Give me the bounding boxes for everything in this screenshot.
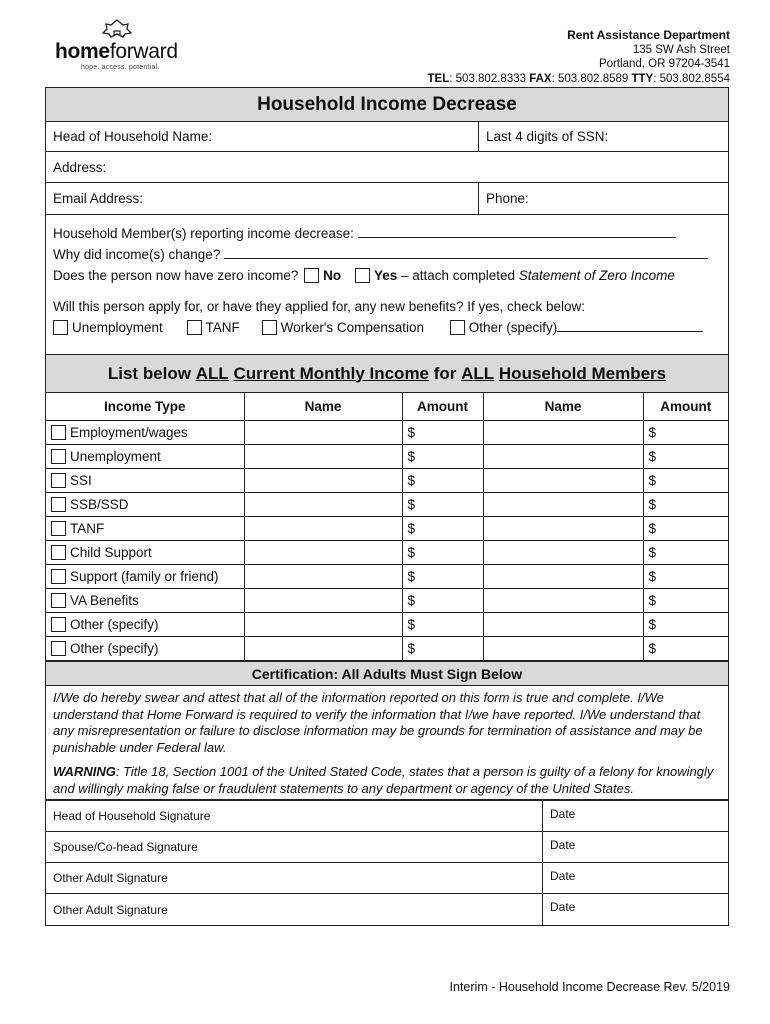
signature-label: Head of Household Signature bbox=[53, 809, 211, 823]
income-type-label: SSI bbox=[70, 473, 92, 488]
agency-address bbox=[428, 28, 730, 86]
col-income-type: Income Type bbox=[46, 393, 244, 421]
fax-number: : 503.802.8589 bbox=[551, 72, 632, 85]
zero-income-question: Does the person now have zero income? bbox=[53, 268, 299, 283]
name-cell-1[interactable] bbox=[244, 637, 402, 661]
name-cell-1[interactable] bbox=[244, 589, 402, 613]
name-cell-2[interactable] bbox=[483, 421, 643, 445]
logo-brand-bold: home bbox=[55, 40, 110, 63]
signature-field[interactable] bbox=[46, 832, 543, 862]
dollar-sign: $ bbox=[648, 569, 657, 584]
income-row bbox=[46, 541, 728, 565]
income-type-label: Support (family or friend) bbox=[70, 569, 219, 584]
name-cell-2[interactable] bbox=[483, 637, 643, 661]
dollar-sign: $ bbox=[407, 521, 416, 536]
income-title-cmi: Current Monthly Income bbox=[233, 363, 430, 383]
income-type-label: Unemployment bbox=[70, 449, 161, 464]
house-flower-icon bbox=[101, 18, 133, 38]
income-decrease-form bbox=[45, 87, 729, 926]
certification-statement: I/We do hereby swear and attest that all of the information reported on this form is true and complete. I/We understand that Home Forward is required to verify the information that I/we have reported. I/We understand that any misrepresentation or failure to disclose information may be grounds for termination of assistance and may be punishable under Federal law. bbox=[53, 690, 703, 755]
dollar-sign: $ bbox=[648, 617, 657, 632]
amount-cell-2[interactable] bbox=[643, 541, 728, 565]
income-type-cell[interactable] bbox=[46, 541, 244, 565]
income-type-checkbox[interactable] bbox=[51, 425, 66, 440]
amount-cell-2[interactable] bbox=[643, 445, 728, 469]
income-type-label: SSB/SSD bbox=[70, 497, 129, 512]
amount-cell-1[interactable] bbox=[402, 613, 483, 637]
other-benefit-checkbox[interactable] bbox=[450, 320, 465, 335]
amount-cell-2[interactable] bbox=[643, 493, 728, 517]
amount-cell-2[interactable] bbox=[643, 517, 728, 541]
col-amount-1: Amount bbox=[402, 393, 483, 421]
member-reporting-input[interactable] bbox=[358, 225, 676, 238]
amount-cell-2[interactable] bbox=[643, 469, 728, 493]
income-type-checkbox[interactable] bbox=[51, 473, 66, 488]
dollar-sign: $ bbox=[648, 545, 657, 560]
ssn-label: Last 4 digits of SSN: bbox=[486, 129, 609, 144]
income-type-cell[interactable] bbox=[46, 565, 244, 589]
income-type-cell[interactable] bbox=[46, 637, 244, 661]
name-cell-1[interactable] bbox=[244, 565, 402, 589]
amount-cell-1[interactable] bbox=[402, 541, 483, 565]
income-type-label: VA Benefits bbox=[70, 593, 139, 608]
date-label: Date bbox=[550, 869, 576, 883]
income-title-members: Household Members bbox=[498, 363, 667, 383]
no-label: No bbox=[323, 268, 342, 283]
tel-number: : 503.802.8333 bbox=[449, 72, 530, 85]
logo-tagline: hope. access. potential. bbox=[81, 64, 160, 71]
amount-cell-2[interactable] bbox=[643, 565, 728, 589]
dollar-sign: $ bbox=[407, 425, 416, 440]
date-label: Date bbox=[550, 838, 576, 852]
name-cell-2[interactable] bbox=[483, 589, 643, 613]
income-row bbox=[46, 517, 728, 541]
yes-suffix: – attach completed bbox=[397, 268, 519, 283]
col-amount-2: Amount bbox=[643, 393, 728, 421]
benefit-tanf: TANF bbox=[205, 320, 240, 335]
income-type-label: Employment/wages bbox=[70, 425, 188, 440]
form-title: Household Income Decrease bbox=[46, 88, 728, 122]
dollar-sign: $ bbox=[407, 569, 416, 584]
logo-brand-light: forward bbox=[109, 40, 178, 63]
email-field[interactable] bbox=[46, 183, 479, 214]
income-type-cell[interactable] bbox=[46, 493, 244, 517]
income-rows bbox=[46, 421, 728, 661]
income-type-checkbox[interactable] bbox=[51, 545, 66, 560]
amount-cell-1[interactable] bbox=[402, 517, 483, 541]
email-label: Email Address: bbox=[53, 191, 144, 206]
dollar-sign: $ bbox=[648, 641, 657, 656]
income-type-cell[interactable] bbox=[46, 589, 244, 613]
amount-cell-1[interactable] bbox=[402, 637, 483, 661]
tel-label: TEL bbox=[427, 72, 450, 85]
phone-label: Phone: bbox=[486, 191, 529, 206]
income-type-checkbox[interactable] bbox=[51, 449, 66, 464]
income-section-title bbox=[46, 355, 728, 393]
date-field[interactable] bbox=[543, 832, 582, 862]
phone-numbers bbox=[428, 72, 730, 87]
certification-text-block bbox=[46, 686, 728, 800]
dollar-sign: $ bbox=[407, 593, 416, 608]
zero-statement-label: Statement of Zero Income bbox=[518, 268, 675, 283]
fax-label: FAX bbox=[529, 72, 552, 85]
signature-rows bbox=[46, 800, 728, 925]
amount-cell-1[interactable] bbox=[402, 469, 483, 493]
income-title-for: for bbox=[429, 363, 462, 383]
yes-checkbox[interactable] bbox=[355, 268, 370, 283]
name-cell-1[interactable] bbox=[244, 517, 402, 541]
phone-field[interactable] bbox=[479, 183, 728, 214]
amount-cell-1[interactable] bbox=[402, 493, 483, 517]
income-row bbox=[46, 589, 728, 613]
name-cell-1[interactable] bbox=[244, 613, 402, 637]
dollar-sign: $ bbox=[407, 473, 416, 488]
other-benefit-input[interactable] bbox=[557, 319, 703, 332]
dollar-sign: $ bbox=[407, 641, 416, 656]
name-cell-2[interactable] bbox=[483, 613, 643, 637]
income-row bbox=[46, 445, 728, 469]
city-state-zip: Portland, OR 97204-3541 bbox=[598, 58, 730, 71]
dollar-sign: $ bbox=[407, 497, 416, 512]
income-row bbox=[46, 421, 728, 445]
income-table bbox=[46, 393, 728, 661]
name-cell-2[interactable] bbox=[483, 517, 643, 541]
date-field[interactable] bbox=[543, 894, 582, 925]
dollar-sign: $ bbox=[407, 545, 416, 560]
yes-label: Yes bbox=[373, 268, 398, 283]
income-type-label: TANF bbox=[70, 521, 105, 536]
head-of-household-field[interactable] bbox=[46, 122, 479, 151]
date-field[interactable] bbox=[543, 801, 582, 831]
department-name: Rent Assistance Department bbox=[567, 28, 730, 42]
why-changed-label: Why did income(s) change? bbox=[53, 247, 225, 262]
income-type-label: Other (specify) bbox=[70, 641, 159, 656]
income-type-cell[interactable] bbox=[46, 421, 244, 445]
street-address: 135 SW Ash Street bbox=[632, 43, 730, 56]
signature-field[interactable] bbox=[46, 894, 543, 925]
name-cell-2[interactable] bbox=[483, 493, 643, 517]
ssn-field[interactable] bbox=[479, 122, 728, 151]
amount-cell-2[interactable] bbox=[643, 637, 728, 661]
warning-text: : Title 18, Section 1001 of the United Stated Code, states that a person is guilty of a felony for knowingly and willingly making false or fraudulent statements to any department or agency of the United States. bbox=[53, 764, 714, 796]
signature-field[interactable] bbox=[46, 863, 543, 893]
dollar-sign: $ bbox=[407, 617, 416, 632]
income-row bbox=[46, 493, 728, 517]
benefit-unemployment: Unemployment bbox=[72, 320, 163, 335]
income-type-label: Other (specify) bbox=[70, 617, 159, 632]
amount-cell-2[interactable] bbox=[643, 613, 728, 637]
amount-cell-2[interactable] bbox=[643, 421, 728, 445]
why-changed-input[interactable] bbox=[224, 246, 708, 259]
home-forward-logo bbox=[55, 18, 185, 71]
benefits-question: Will this person apply for, or have they applied for, any new benefits? If yes, check below: bbox=[53, 299, 586, 314]
signature-label: Other Adult Signature bbox=[53, 871, 168, 885]
income-type-label: Child Support bbox=[70, 545, 152, 560]
income-type-checkbox[interactable] bbox=[51, 497, 66, 512]
name-cell-1[interactable] bbox=[244, 445, 402, 469]
income-type-cell[interactable] bbox=[46, 445, 244, 469]
date-label: Date bbox=[550, 807, 576, 821]
tanf-checkbox[interactable] bbox=[187, 320, 202, 335]
signature-row bbox=[46, 894, 728, 925]
benefit-workers-comp: Worker's Compensation bbox=[280, 320, 424, 335]
signature-label: Spouse/Co-head Signature bbox=[53, 840, 198, 854]
certification-title: Certification: All Adults Must Sign Below bbox=[46, 662, 728, 686]
dollar-sign: $ bbox=[648, 473, 657, 488]
col-name-2: Name bbox=[483, 393, 643, 421]
amount-cell-1[interactable] bbox=[402, 565, 483, 589]
income-type-checkbox[interactable] bbox=[51, 617, 66, 632]
signature-field[interactable] bbox=[46, 801, 543, 831]
tty-number: : 503.802.8554 bbox=[653, 72, 730, 85]
head-of-household-label: Head of Household Name: bbox=[53, 129, 213, 144]
signature-row bbox=[46, 863, 728, 894]
address-label: Address: bbox=[53, 159, 107, 175]
amount-cell-1[interactable] bbox=[402, 589, 483, 613]
income-type-cell[interactable] bbox=[46, 469, 244, 493]
income-type-checkbox[interactable] bbox=[51, 641, 66, 656]
income-row bbox=[46, 469, 728, 493]
signature-label: Other Adult Signature bbox=[53, 902, 168, 917]
name-cell-2[interactable] bbox=[483, 469, 643, 493]
footer-revision: Interim - Household Income Decrease Rev. 5/2019 bbox=[449, 980, 730, 994]
amount-cell-1[interactable] bbox=[402, 445, 483, 469]
member-income-section bbox=[46, 215, 728, 355]
income-title-all-2: ALL bbox=[461, 363, 495, 383]
name-cell-1[interactable] bbox=[244, 493, 402, 517]
col-name-1: Name bbox=[244, 393, 402, 421]
address-field[interactable] bbox=[46, 152, 728, 182]
name-cell-1[interactable] bbox=[244, 469, 402, 493]
income-row bbox=[46, 565, 728, 589]
income-type-cell[interactable] bbox=[46, 613, 244, 637]
amount-cell-1[interactable] bbox=[402, 421, 483, 445]
signature-row bbox=[46, 801, 728, 832]
date-label: Date bbox=[550, 900, 576, 914]
income-type-checkbox[interactable] bbox=[51, 593, 66, 608]
member-reporting-label: Household Member(s) reporting income decrease: bbox=[53, 226, 358, 241]
no-checkbox[interactable] bbox=[304, 268, 319, 283]
income-type-cell[interactable] bbox=[46, 517, 244, 541]
dollar-sign: $ bbox=[648, 593, 657, 608]
workers-comp-checkbox[interactable] bbox=[262, 320, 277, 335]
date-field[interactable] bbox=[543, 863, 582, 893]
name-cell-1[interactable] bbox=[244, 541, 402, 565]
unemployment-checkbox[interactable] bbox=[53, 320, 68, 335]
amount-cell-2[interactable] bbox=[643, 589, 728, 613]
income-type-checkbox[interactable] bbox=[51, 569, 66, 584]
income-row bbox=[46, 613, 728, 637]
dollar-sign: $ bbox=[648, 497, 657, 512]
dollar-sign: $ bbox=[648, 521, 657, 536]
income-title-all-1: ALL bbox=[195, 363, 229, 383]
dollar-sign: $ bbox=[407, 449, 416, 464]
tty-label: TTY bbox=[631, 72, 654, 85]
income-title-pre: List below bbox=[107, 363, 196, 383]
benefit-other: Other (specify) bbox=[468, 320, 558, 335]
dollar-sign: $ bbox=[648, 425, 657, 440]
name-cell-1[interactable] bbox=[244, 421, 402, 445]
dollar-sign: $ bbox=[648, 449, 657, 464]
name-cell-2[interactable] bbox=[483, 541, 643, 565]
income-type-checkbox[interactable] bbox=[51, 521, 66, 536]
name-cell-2[interactable] bbox=[483, 565, 643, 589]
signature-row bbox=[46, 832, 728, 863]
warning-label: WARNING bbox=[53, 764, 116, 779]
name-cell-2[interactable] bbox=[483, 445, 643, 469]
income-row bbox=[46, 637, 728, 661]
